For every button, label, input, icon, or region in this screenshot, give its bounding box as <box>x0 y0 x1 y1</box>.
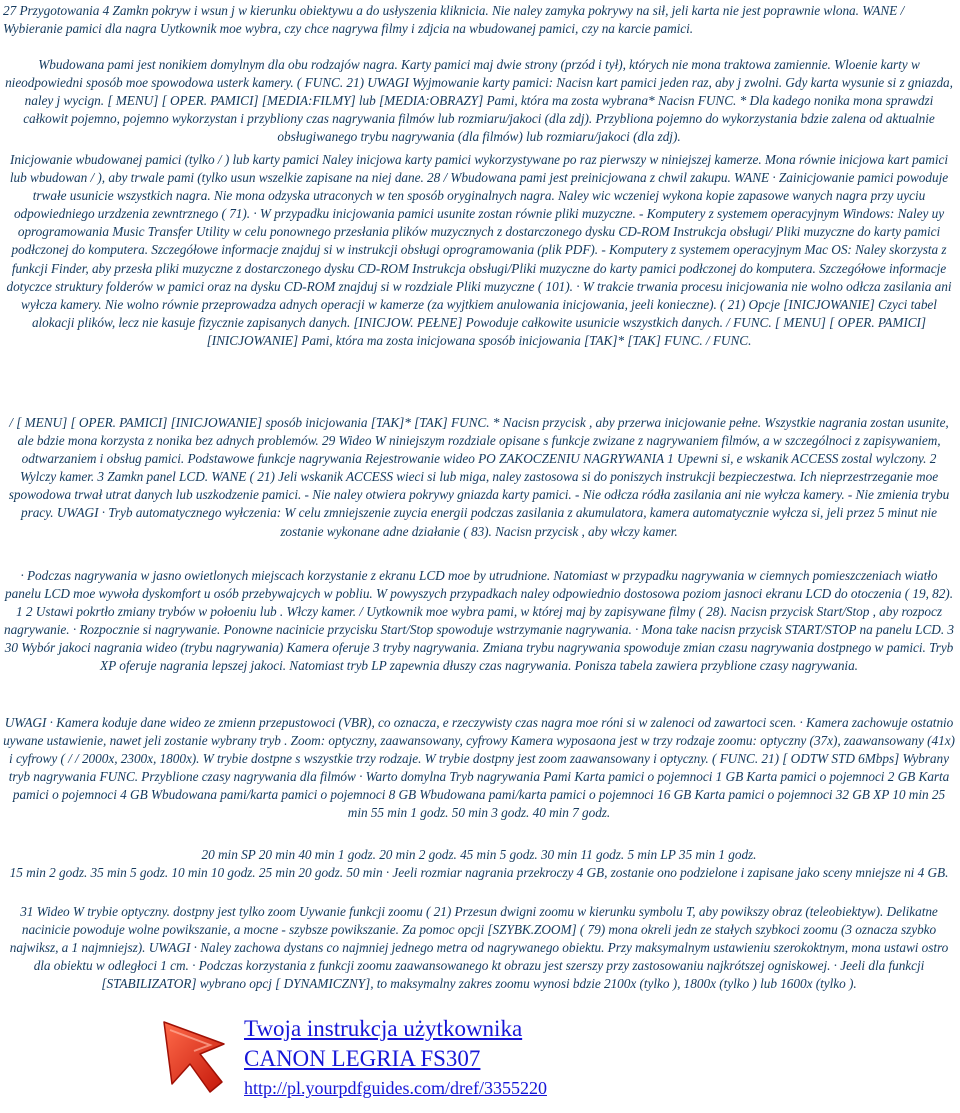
footer-banner <box>150 1010 850 1110</box>
paragraph-5: · Podczas nagrywania w jasno owietlonych miejscach korzystanie z ekranu LCD moe by utrudnione. Natomiast w przypadku nagrywania w ciemnych pomieszczeniach wiatło panelu LCD moe wywoła dyskomfort u osób przebywajcych w pobliu. W powyszych przypadkach naley odpowiednio dostosowa poziom jasnoci ekranu LCD do otoczenia ( 19, 82). 1 2 Ustawi pokrtło zmiany trybów w połoeniu lub . Włczy kamer. / Uytkownik moe wybra pami, w której maj by zapisywane filmy ( 28). Nacisn przycisk Start/Stop , aby rozpocz nagrywanie. · Rozpocznie si nagrywanie. Ponowne nacinicie przycisku Start/Stop spowoduje wstrzymanie nagrywania. · Mona take nacisn przycisk START/STOP na panelu LCD. 3 30 Wybór jakoci nagrania wideo (trybu nagrywania) Kamera oferuje 3 tryby nagrywania. Zmiana trybu nagrywania spowoduje zmian czasu nagrywania dostpnego w pamici. Tryb XP oferuje nagrania lepszej jakoci. Natomiast tryb LP zapewnia dłuszy czas nagrywania. Ponisza tabela zawiera przyblione czasy nagrywania. <box>3 568 955 674</box>
footer-links <box>244 1014 547 1102</box>
paragraph-9: 31 Wideo W trybie optyczny. dostpny jest tylko zoom Uywanie funkcji zoomu ( 21) Przesun dwigni zoomu w kierunku symbolu T, aby powikszy obraz (teleobiektyw). Delikatne nacinicie powoduje wolne powikszanie, a mocne - szybsze powikszanie. Za pomoc opcji [SZYBK.ZOOM] ( 79) mona okreli jedn ze stałych szybkoci zoomu (3 oznacza szybko najwiksz, a 1 najmniejsz). UWAGI · Naley zachowa dystans co najmniej jednego metra od nagrywanego obiektu. Przy maksymalnym ustawieniu szerokoktnym, mona ustawi ostro dla obiektu w odległoci 1 cm. · Podczas korzystania z funkcji zoomu zaawansowanego kt obrazu jest szerszy przy zastosowaniu najkrótszej ogniskowej. · Jeeli dla funkcji [STABILIZATOR] wybrano opcj [ DYNAMICZNY], to maksymalny zakres zoomu wynosi bdzie 2100x (tylko ), 1800x (tylko ) lub 1600x (tylko ). <box>9 904 949 992</box>
paragraph-7: 20 min SP 20 min 40 min 1 godz. 20 min 2 godz. 45 min 5 godz. 30 min 11 godz. 5 min LP 35 min 1 godz. <box>201 847 757 862</box>
paragraph-1: 27 Przygotowania 4 Zamkn pokryw i wsun j w kierunku obiektywu a do usłyszenia kliknicia. Nie naley zamyka pokrywy na sił, jeli karta nie jest poprawnie wlona. WANE / Wybieranie pamici dla nagra Uytkownik moe wybra, czy chce nagrywa filmy i zdjcia na wbudowanej pamici, czy na karcie pamici. <box>3 3 905 37</box>
paragraph-8: 15 min 2 godz. 35 min 5 godz. 10 min 10 godz. 25 min 20 godz. 50 min · Jeeli rozmiar nagrania przekroczy 4 GB, zostanie ono podzielone i zapisane jako sceny mniejsze ni 4 GB. <box>9 865 949 880</box>
manual-title-link[interactable]: Twoja instrukcja użytkownika <box>244 1016 523 1041</box>
paragraph-6: UWAGI · Kamera koduje dane wideo ze zmienn przepustowoci (VBR), co oznacza, e rzeczywisty czas nagra moe róni si w zalenoci od zawartoci scen. · Kamera zachowuje ostatnio uywane ustawienie, nawet jeli zostanie wybrany tryb . Zoom: optyczny, zaawansowany, cyfrowy Kamera wyposaona jest w trzy rodzaje zoomu: optyczny (37x), zaawansowany (41x) i cyfrowy ( / / 2000x, 2300x, 1800x). W trybie dostpne s wszystkie trzy rodzaje. W trybie dostpny jest zoom zaawansowany i optyczny. ( FUNC. 21) [ ODTW STD 6Mbps] Wybrany tryb nagrywania FUNC. Przyblione czasy nagrywania dla filmów · Warto domylna Tryb nagrywania Pami Karta pamici o pojemnoci 1 GB Karta pamici o pojemnoci 2 GB Karta pamici o pojemnoci 4 GB Wbudowana pami/karta pamici o pojemnoci 8 GB Wbudowana pami/karta pamici o pojemnoci 16 GB Karta pamici o pojemnoci 32 GB XP 10 min 25 min 55 min 1 godz. 50 min 3 godz. 40 min 7 godz. <box>3 715 955 821</box>
red-arrow-logo-icon <box>150 1014 232 1096</box>
manual-url-link[interactable]: http://pl.yourpdfguides.com/dref/3355220 <box>244 1078 547 1098</box>
paragraph-3: Inicjowanie wbudowanej pamici (tylko / ) lub karty pamici Naley inicjowa karty pamici wykorzystywane po raz pierwszy w niniejszej kamerze. Mona równie inicjowa kart pamici lub wbudowan / ), aby trwale pami (tylko usun wszelkie zapisane na niej dane. 28 / Wbudowana pami jest preinicjowana z chwil zakupu. WANE · Zainicjowanie pamici powoduje trwałe usunicie wszystkich nagra. Nie mona odzyska utraconych w ten sposób oryginalnych nagra. Naley wic wczeniej wykona kopie zapasowe wanych nagra przy uyciu odpowiedniego urzdzenia zewntrznego ( 71). · W przypadku inicjowania pamici usunite zostan równie pliki muzyczne. - Komputery z systemem operacyjnym Windows: Naley uy oprogramowania Music Transfer Utility w celu ponownego przesłania plików muzycznych z dostarczonego dysku CD-ROM Instrukcja obsługi/ Pliki muzyczne do karty pamici podłczonej do komputera. Szczegółowe informacje znajduj si w instrukcji obsługi oprogramowania (plik PDF). - Komputery z systemem operacyjnym Mac OS: Naley skorzysta z funkcji Finder, aby przesła pliki muzyczne z dostarczonego dysku CD-ROM Instrukcja obsługi/Pliki muzyczne do karty pamici podłczonej do komputera. Szczegółowe informacje dotyczce struktury folderów w pamici oraz na dysku CD-ROM znajduj si w rozdziale Pliki muzyczne ( 101). · W trakcie trwania procesu inicjowania nie wolno odłcza zasilania ani wyłcza kamery. Nie wolno równie przeprowadza adnych operacji w kamerze (za wyjtkiem anulowania inicjowania, jeeli konieczne). ( 21) Opcje [INICJOWANIE] Czyci tabel alokacji plików, lecz nie kasuje fizycznie zapisanych danych. [INICJOW. PEŁNE] Powoduje całkowite usunicie wszystkich danych. / FUNC. [ MENU] [ OPER. PAMICI] [INICJOWANIE] Pami, która ma zosta inicjowana sposób inicjowania [TAK]* [TAK] FUNC. / FUNC. <box>6 152 952 348</box>
paragraph-2: Wbudowana pami jest nonikiem domylnym dla obu rodzajów nagra. Karty pamici maj dwie strony (przód i tył), których nie mona traktowa zamiennie. Wloenie karty w nieodpowiedni sposób moe spowodowa usterk kamery. ( FUNC. 21) UWAGI Wyjmowanie karty pamici: Nacisn kart pamici jeden raz, aby j zwolni. Gdy karta wysunie si z gniazda, naley j wycign. [ MENU] [ OPER. PAMICI] [MEDIA:FILMY] lub [MEDIA:OBRAZY] Pami, która ma zosta wybrana* Nacisn FUNC. * Dla kadego nonika mona sprawdzi całkowit pojemno, pojemno wykorzystan i przybliony czas nagrywania filmów lub rozmiaru/jakoci (dla zdj). Przybliona pojemno do wykorzystania bdzie zalena od aktualnie obsługiwanego trybu nagrywania (dla filmów) lub rozmiaru/jakoci (dla zdj). <box>5 57 953 145</box>
paragraph-4: / [ MENU] [ OPER. PAMICI] [INICJOWANIE] sposób inicjowania [TAK]* [TAK] FUNC. * Nacisn przycisk , aby przerwa inicjowanie pełne. Wszystkie nagrania zostan usunite, ale bdzie mona korzysta z nonika bez adnych problemów. 29 Wideo W niniejszym rozdziale opisane s funkcje zwizane z nagrywaniem filmów, a w szczególnoci z zapisywaniem, odtwarzaniem i obsług pamici. Podstawowe funkcje nagrywania Rejestrowanie wideo PO ZAKOCZENIU NAGRYWANIA 1 Upewni si, e wskanik ACCESS zostal wylczony. 2 Wylczy kamer. 3 Zamkn panel LCD. WANE ( 21) Jeli wskanik ACCESS wieci si lub miga, naley zastosowa si do poniszych instrukcji bezpieczestwa. Ich nieprzestrzeganie moe spowodowa trwał utrat danych lub uszkodzenie pamici. - Nie naley otwiera pokrywy gniazda karty pamici. - Nie odłcza ródła zasilania ani nie wyłcza kamery. - Nie zmienia trybu pracy. UWAGI · Tryb automatycznego wyłczenia: W celu zmniejszenie zuycia energii podczas zasilania z akumulatora, kamera automatycznie wyłcza si, jeli przez 5 minut nie zostanie wykonane adne działanie ( 83). Nacisn przycisk , aby włczy kamer. <box>8 415 950 539</box>
product-name-link[interactable]: CANON LEGRIA FS307 <box>244 1046 481 1071</box>
